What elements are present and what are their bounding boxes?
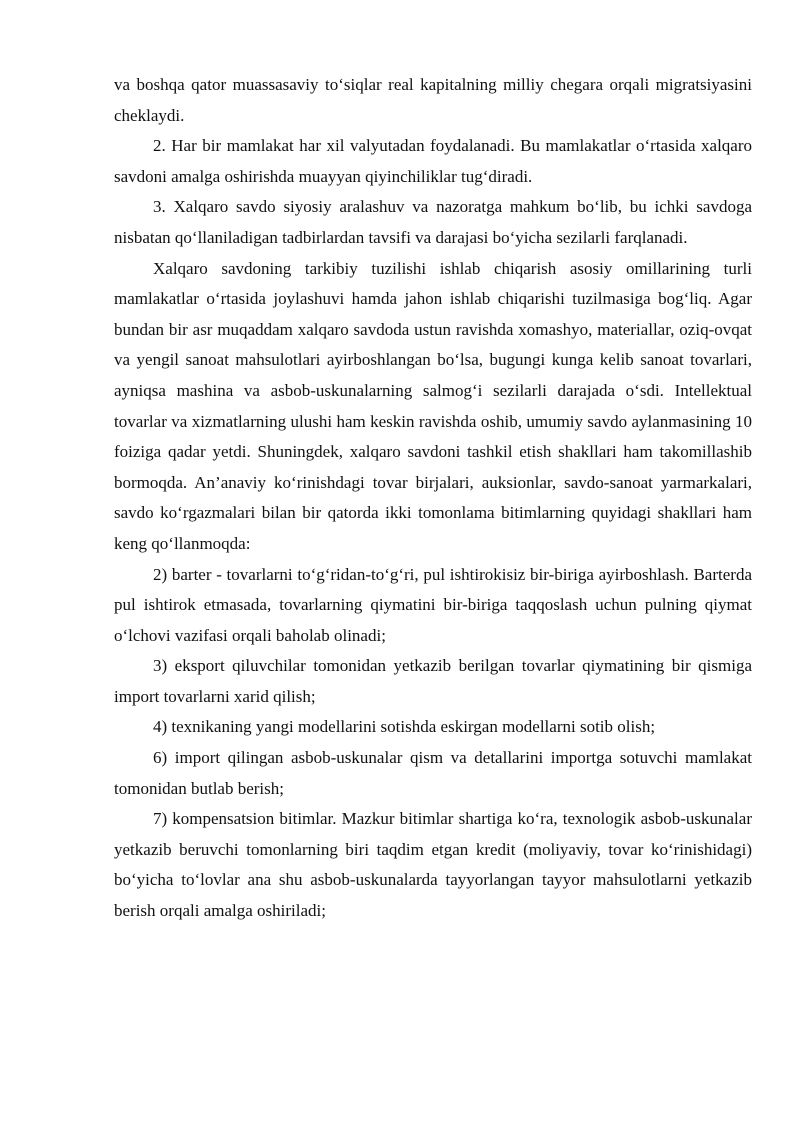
paragraph-continuation: va boshqa qator muassasaviy to‘siqlar real kapitalning milliy chegara orqali migratsiyasini cheklaydi. <box>114 75 752 125</box>
paragraph-point-3: 3. Xalqaro savdo siyosiy aralashuv va nazoratga mahkum bo‘lib, bu ichki savdoga nisbatan qo‘llaniladigan tadbirlardan tavsifi va darajasi bo‘yicha sezilarli farqlanadi. <box>114 197 752 247</box>
paragraph-trade-structure: Xalqaro savdoning tarkibiy tuzilishi ishlab chiqarish asosiy omillarining turli mamlakatlar o‘rtasida joylashuvi hamda jahon ishlab chiqarishi tuzilmasiga bog‘liq. Agar bundan bir asr muqaddam xalqaro savdoda ustun ravishda xomashyo, materiallar, oziq-ovqat va yengil sanoat mahsulotlari ayirboshlangan bo‘lsa, bugungi kunga kelib sanoat tovarlari, ayniqsa mashina va asbob-uskunalarning salmog‘i sezilarli darajada o‘sdi. Intellektual tovarlar va xizmatlarning ulushi ham keskin ravishda oshib, umumiy savdo aylanmasining 10 foiziga qadar yetdi. Shuningdek, xalqaro savdoni tashkil etish shakllari ham takomillashib bormoqda. An’anaviy ko‘rinishdagi tovar birjalari, auksionlar, savdo-sanoat yarmarkalari, savdo ko‘rgazmalari bilan bir qatorda ikki tomonlama bitimlarning quyidagi shakllari ham keng qo‘llanmoqda: <box>114 258 752 553</box>
list-item-assembly: 6) import qilingan asbob-uskunalar qism va detallarini importga sotuvchi mamlakat tomonidan butlab berish; <box>114 748 752 798</box>
list-item-trade-in: 4) texnikaning yangi modellarini sotishda eskirgan modellarni sotib olish; <box>153 717 656 737</box>
list-item-barter: 2) barter - tovarlarni to‘g‘ridan-to‘g‘ri, pul ishtirokisiz bir-biriga ayirboshlash. Barterda pul ishtirok etmasada, tovarlarning qiymatini bir-biriga taqqoslash uchun pulning qiymat o‘lchovi vazifasi orqali baholab olinadi; <box>114 564 752 645</box>
list-item-export-import: 3) eksport qiluvchilar tomonidan yetkazib berilgan tovarlar qiymatining bir qismiga import tovarlarni xarid qilish; <box>114 656 752 706</box>
paragraph-point-2: 2. Har bir mamlakat har xil valyutadan foydalanadi. Bu mamlakatlar o‘rtasida xalqaro savdoni amalga oshirishda muayyan qiyinchiliklar tug‘diradi. <box>114 136 752 186</box>
list-item-compensation: 7) kompensatsion bitimlar. Mazkur bitimlar shartiga ko‘ra, texnologik asbob-uskunalar yetkazib beruvchi tomonlarning biri taqdim etgan kredit (moliyaviy, tovar ko‘rinishidagi) bo‘yicha to‘lovlar ana shu asbob-uskunalarda tayyorlangan tayyor mahsulotlarni yetkazib berish orqali amalga oshiriladi; <box>114 809 752 921</box>
